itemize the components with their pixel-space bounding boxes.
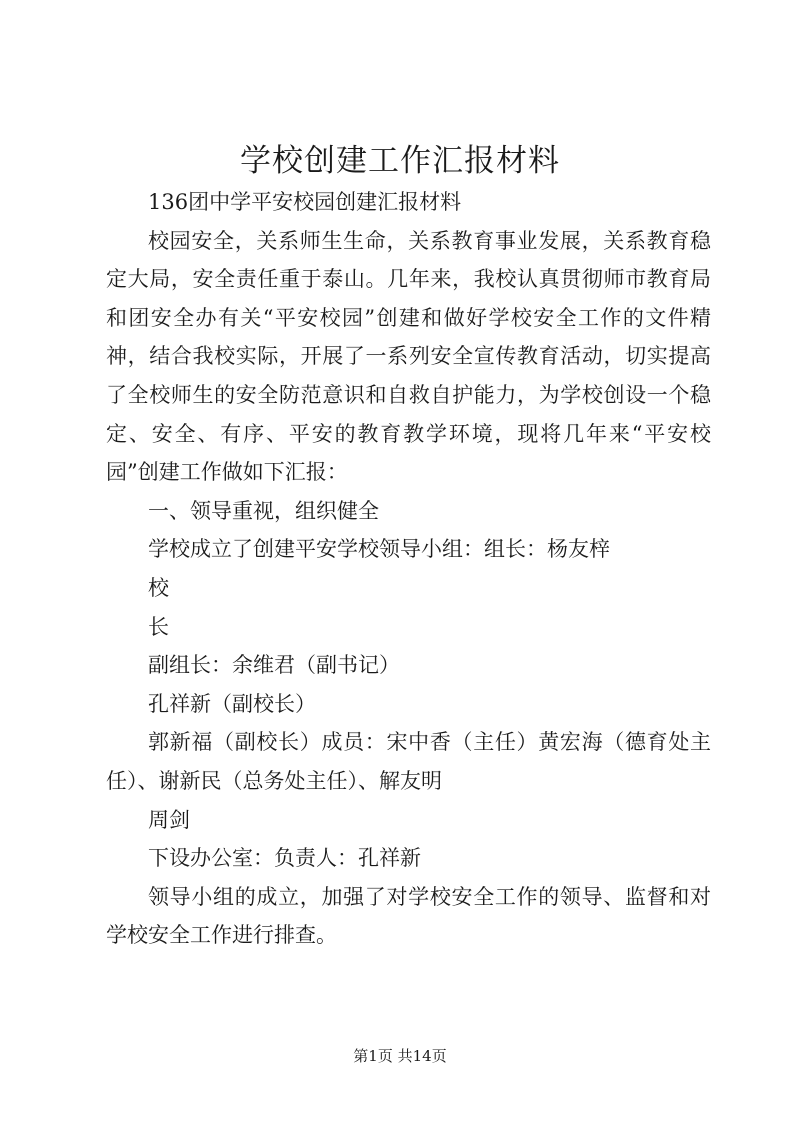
section-heading: 一、领导重视，组织健全 [148, 498, 379, 523]
page-footer: 第1页 共14页 [353, 1047, 447, 1065]
body-paragraph: 下设办公室：负责人：孔祥新 [148, 846, 421, 871]
body-paragraph: 副组长：余维君（副书记） [148, 653, 400, 678]
subtitle-paragraph: 136团中学平安校园创建汇报材料 [148, 190, 462, 214]
body-paragraph: 孔祥新（副校长） [148, 691, 316, 716]
document-body [106, 183, 711, 955]
body-paragraph: 周剑 [148, 807, 190, 832]
body-paragraph: 学校成立了创建平安学校领导小组：组长：杨友梓 [148, 537, 610, 562]
body-paragraph: 领导小组的成立，加强了对学校安全工作的领导、监督和对学校安全工作进行排查。 [106, 884, 711, 948]
document-title: 学校创建工作汇报材料 [240, 143, 560, 179]
body-paragraph: 校 [148, 575, 169, 600]
body-paragraph: 长 [148, 614, 169, 639]
intro-paragraph: 校园安全，关系师生生命，关系教育事业发展，关系教育稳定大局，安全责任重于泰山。几年来，我校认真贯彻师市教育局和团安全办有关“平安校园”创建和做好学校安全工作的文件精神，结合我校实际，开展了一系列安全宣传教育活动，切实提高了全校师生的安全防范意识和自救自护能力，为学校创设一个稳定、安全、有序、平安的教育教学环境，现将几年来“平安校园”创建工作做如下汇报： [106, 228, 711, 485]
body-paragraph: 郭新福（副校长）成员：宋中香（主任）黄宏海（德育处主任）、谢新民（总务处主任）、解友明 [106, 730, 711, 793]
